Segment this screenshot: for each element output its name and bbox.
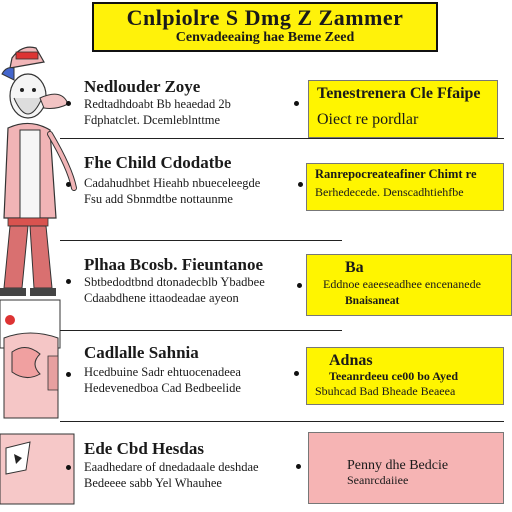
row-text: Fsu add Sbnmdtbe nottaunme <box>84 192 233 206</box>
row-text: Fdphatclet. Dcemleblnttme <box>84 113 221 127</box>
info-card <box>308 80 498 138</box>
row-title: Fhe Child Cdodatbe <box>84 153 232 172</box>
divider <box>60 330 342 331</box>
row-title: Ede Cbd Hesdas <box>84 439 204 458</box>
info-card <box>306 163 504 211</box>
card-text: Eddnoe eaeeseadhee encenanede <box>323 277 481 291</box>
bullet-dot <box>66 279 71 284</box>
info-card <box>306 347 504 405</box>
card-title: Adnas <box>329 352 373 369</box>
divider <box>60 421 504 422</box>
page-header <box>92 2 438 52</box>
card-title: Penny dhe Bedcie <box>347 458 449 473</box>
row-title: Cadlalle Sahnia <box>84 343 199 362</box>
page-subtitle: Cenvadeeaing hae Beme Zeed <box>175 30 355 45</box>
page-title: Cnlpiolre S Dmg Z Zammer <box>126 5 404 30</box>
divider <box>60 240 342 241</box>
card-text: Oiect re pordlar <box>317 111 419 128</box>
row-text: Sbtbedodtbnd dtonadecblb Ybadbee <box>84 275 265 289</box>
row-text: Eaadhedare of dnedadaale deshdae <box>84 460 259 474</box>
row-text: Cdaabdhene ittaodeadae ayeon <box>84 291 239 305</box>
info-card <box>308 432 504 504</box>
card-text: Teeanrdeeu ce00 bo Ayed <box>329 369 458 383</box>
row-title: Plhaa Bcosb. Fieuntanoe <box>84 255 263 274</box>
character-illustration <box>0 38 88 512</box>
row-text: Cadahudhbet Hieahb nbueceleegde <box>84 176 261 190</box>
card-title: Ba <box>345 259 364 276</box>
card-title: Tenestrenera Cle Ffaipe <box>317 85 481 102</box>
card-note: Bnaisaneat <box>345 295 400 307</box>
row-text: Hedevenedboa Cad Bedbeelide <box>84 381 241 395</box>
bullet-dot <box>294 371 299 376</box>
bullet-dot <box>298 182 303 187</box>
row-text: Hcedbuine Sadr ehtuocenadeea <box>84 365 241 379</box>
bullet-dot <box>296 464 301 469</box>
card-title: Ranrepocreateafiner Chimt re <box>315 167 477 181</box>
divider <box>60 138 504 139</box>
bullet-dot <box>66 372 71 377</box>
card-text: Seanrcdaiiee <box>347 473 409 487</box>
card-note: Sbuhcad Bad Bheade Beaeea <box>315 384 456 398</box>
bullet-dot <box>297 283 302 288</box>
bullet-dot <box>294 101 299 106</box>
bullet-dot <box>66 182 71 187</box>
info-card <box>306 254 512 316</box>
row-text: Bedeeee sabb Yel Whauhee <box>84 476 222 490</box>
row-text: Redtadhdoabt Bb heaedad 2b <box>84 97 231 111</box>
bullet-dot <box>66 101 71 106</box>
row-title: Nedlouder Zoye <box>84 77 201 96</box>
bullet-dot <box>66 465 71 470</box>
card-text: Berhedecede. Denscadhtiehfbe <box>315 185 464 199</box>
